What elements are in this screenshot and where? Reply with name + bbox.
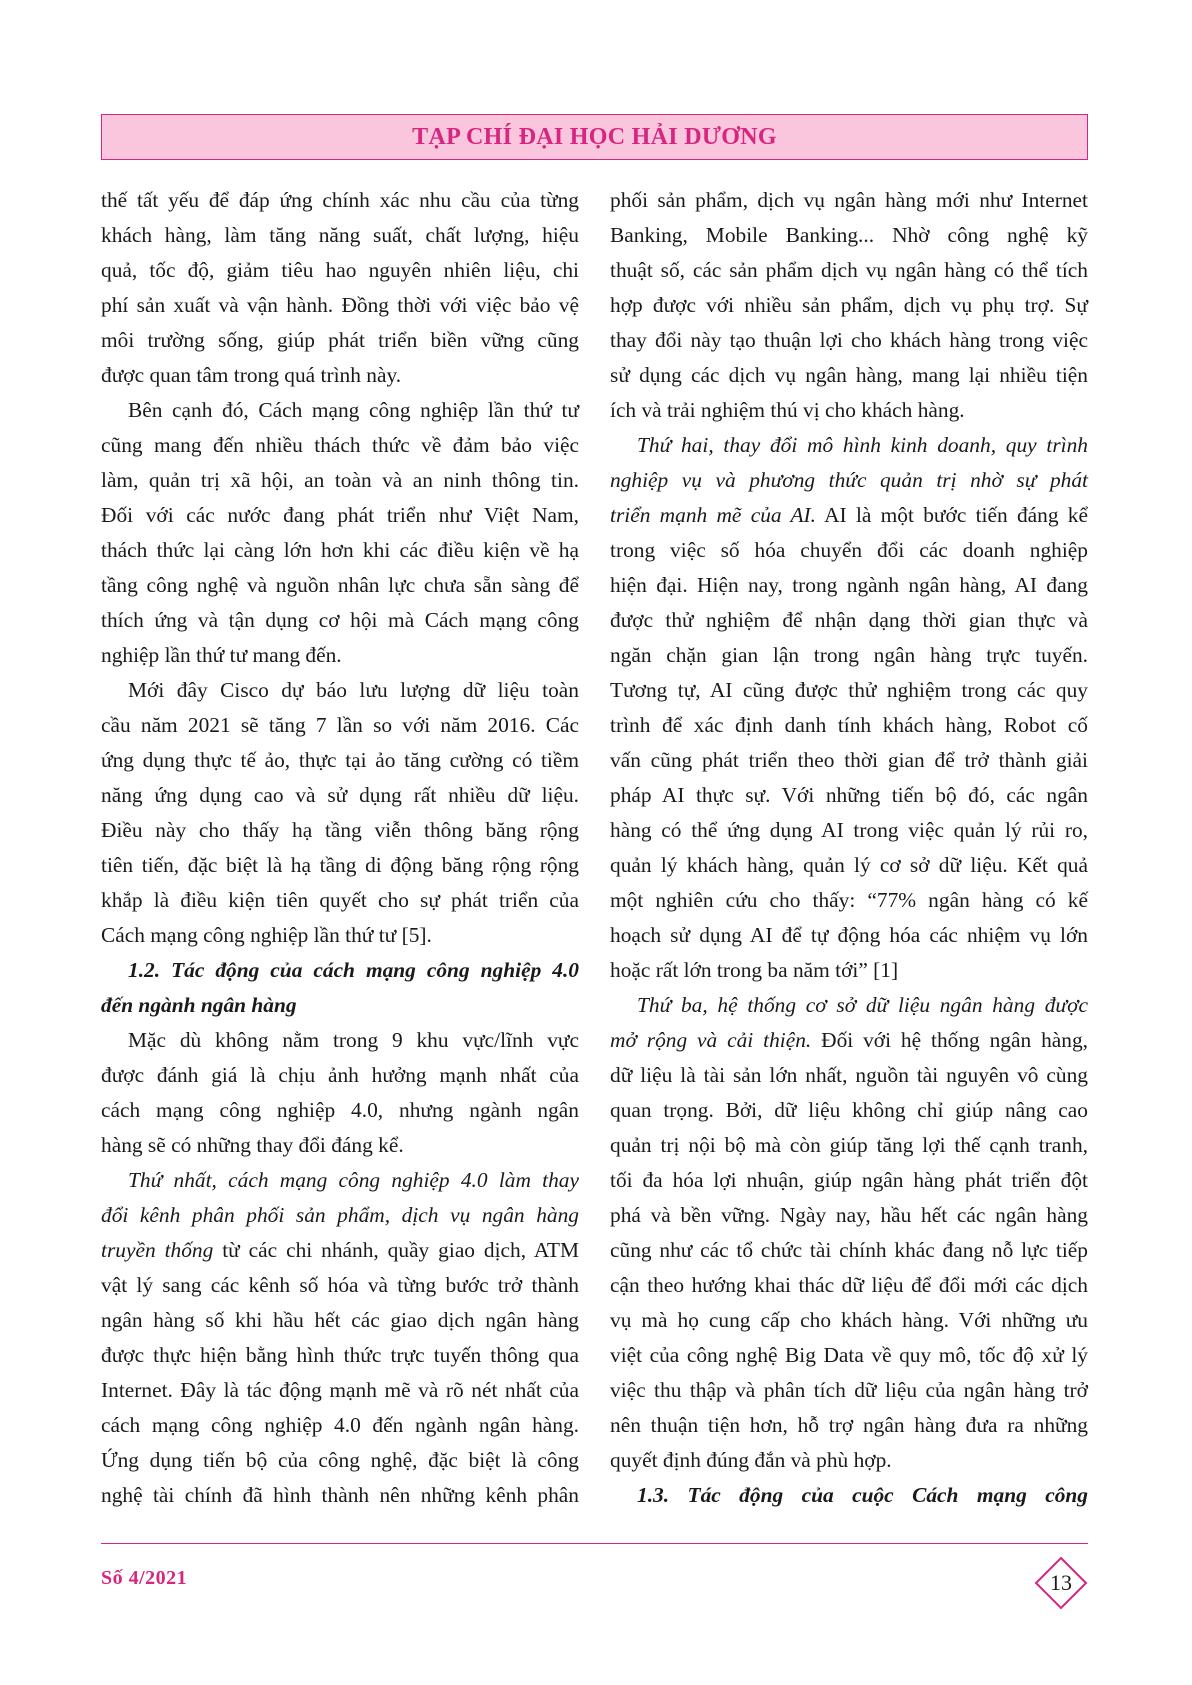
text-line: được thực hiện bằng hình thức trực tuyến thông qua [101,1343,579,1367]
emphasis-text: truyền thống [101,1238,214,1262]
emphasis-text: triển mạnh mẽ của AI. [610,503,817,527]
page-number-badge [1034,1556,1088,1610]
text-line: phá và bền vững. Ngày nay, hầu hết các ngân hàng [610,1203,1088,1227]
text-line: Cách mạng công nghiệp lần thứ tư [5]. [101,923,432,947]
text-line: năng ứng dụng cao và sử dụng rất nhiều dữ liệu. [101,783,579,807]
text-line: đổi kênh phân phối sản phẩm, dịch vụ ngân hàng [101,1203,579,1227]
text-line: một nghiên cứu cho thấy: “77% ngân hàng có kế [610,888,1088,912]
body-text: từ các chi nhánh, quầy giao dịch, ATM [213,1238,580,1262]
text-line: hàng có thể ứng dụng AI trong việc quản lý rủi ro, [610,818,1088,842]
text-line: tối đa hóa lợi nhuận, giúp ngân hàng phát triển đột [610,1168,1088,1192]
text-line: ngân hàng số khi hầu hết các giao dịch ngân hàng [101,1308,579,1332]
text-line: Banking, Mobile Banking... Nhờ công nghệ kỹ [610,223,1088,247]
text-line: quả, tốc độ, giảm tiêu hao nguyên nhiên liệu, chi [101,258,579,282]
text-line: Thứ ba, hệ thống cơ sở dữ liệu ngân hàng được [637,993,1088,1017]
text-line: hiện đại. Hiện nay, trong ngành ngân hàng, AI đang [610,573,1088,597]
text-line: trong việc số hóa chuyển đổi các doanh nghiệp [610,538,1088,562]
text-line: hàng sẽ có những thay đổi đáng kể. [101,1133,404,1157]
text-line: quyết định đúng đắn và phù hợp. [610,1448,892,1472]
text-line: 1.2. Tác động của cách mạng công nghiệp 4.0 [128,958,579,982]
page-number: 13 [1050,1570,1072,1595]
text-line: pháp AI thực sự. Với những tiến bộ đó, các ngân [610,783,1088,807]
text-line: việt của công nghệ Big Data về quy mô, tốc độ xử lý [610,1343,1088,1367]
text-line: Điều này cho thấy hạ tầng viễn thông băng rộng [101,818,579,842]
text-line: Thứ hai, thay đổi mô hình kinh doanh, quy trình [637,433,1088,457]
text-line: ngăn chặn gian lận trong ngân hàng trực tuyến. [610,643,1088,667]
text-line: thế tất yếu để đáp ứng chính xác nhu cầu của từng [101,188,579,212]
text-line: nghệ tài chính đã hình thành nên những kênh phân [101,1483,579,1507]
text-line: đến ngành ngân hàng [101,993,297,1017]
text-line: tầng công nghệ và nguồn nhân lực chưa sẵn sàng để [101,573,579,597]
footer-divider [101,1543,1088,1544]
text-line: cũng mang đến nhiều thách thức về đảm bảo việc [101,433,579,457]
text-line: Internet. Đây là tác động mạnh mẽ và rõ nét nhất của [101,1378,579,1402]
text-line [610,1023,1088,1058]
text-line: 1.3. Tác động của cuộc Cách mạng công [637,1483,1088,1507]
text-line: Đối với các nước đang phát triển như Việt Nam, [101,503,579,527]
journal-title: TẠP CHÍ ĐẠI HỌC HẢI DƯƠNG [412,123,777,150]
text-line: nên thuận tiện hơn, hỗ trợ ngân hàng đưa ra những [610,1413,1088,1437]
text-line: thích ứng và tận dụng cơ hội mà Cách mạng công [101,608,579,632]
text-line: khách hàng, làm tăng năng suất, chất lượng, hiệu [101,223,579,247]
text-line: làm, quản trị xã hội, an toàn và an ninh thông tin. [101,468,579,492]
text-line: thay đổi này tạo thuận lợi cho khách hàng trong việc [610,328,1088,352]
body-text: Đối với hệ thống ngân hàng, [811,1028,1088,1052]
text-line: được đánh giá là chịu ảnh hưởng mạnh nhất của [101,1063,579,1087]
left-text-column [101,183,579,1513]
text-line: Thứ nhất, cách mạng công nghiệp 4.0 làm thay [128,1168,579,1192]
text-line: trình để xác định danh tính khách hàng, Robot cố [610,713,1088,737]
text-line: Tương tự, AI cũng được thử nghiệm trong các quy [610,678,1088,702]
text-line: việc thu thập và phân tích dữ liệu của ngân hàng trở [610,1378,1088,1402]
text-line: Ứng dụng tiến bộ của công nghệ, đặc biệt là công [101,1448,579,1472]
text-line: quan trọng. Bởi, dữ liệu không chỉ giúp nâng cao [610,1098,1088,1122]
text-line: được thử nghiệm để nhận dạng thời gian thực và [610,608,1088,632]
text-line: khắp là điều kiện tiên quyết cho sự phát triển của [101,888,579,912]
text-line: hoạch sử dụng AI để tự động hóa các nhiệm vụ lớn [610,923,1088,947]
emphasis-text: mở rộng và cải thiện. [610,1028,812,1052]
text-line: môi trường sống, giúp phát triển biền vững cũng [101,328,579,352]
text-line: hoặc rất lớn trong ba năm tới” [1] [610,958,899,982]
text-line: vấn cũng phát triển theo thời gian để trở thành giải [610,748,1088,772]
text-line: thách thức lại càng lớn hơn khi các điều kiện về hạ [101,538,579,562]
text-line: ích và trải nghiệm thú vị cho khách hàng. [610,398,965,422]
text-line: thuật số, các sản phẩm dịch vụ ngân hàng có thể tích [610,258,1088,282]
right-text-column [610,183,1088,1513]
text-line: ứng dụng thực tế ảo, thực tại ảo tăng cường có tiềm [101,748,579,772]
text-line: cách mạng công nghiệp 4.0 đến ngành ngân hàng. [101,1413,579,1437]
text-line: cầu năm 2021 sẽ tăng 7 lần so với năm 2016. Các [101,713,579,737]
text-line: nghiệp vụ và phương thức quản trị nhờ sự phát [610,468,1088,492]
text-line: quản lý khách hàng, quản lý cơ sở dữ liệu. Kết quả [610,853,1088,877]
text-line: sử dụng các dịch vụ ngân hàng, mang lại nhiều tiện [610,363,1088,387]
text-line: hợp được với nhiều sản phẩm, dịch vụ phụ trợ. Sự [610,293,1088,317]
text-line [610,498,1088,533]
text-line: Mới đây Cisco dự báo lưu lượng dữ liệu toàn [128,678,579,702]
issue-number: Số 4/2021 [101,1567,188,1589]
text-line: Mặc dù không nằm trong 9 khu vực/lĩnh vực [128,1028,579,1052]
text-line [101,1233,579,1268]
text-line: vụ mà họ cung cấp cho khách hàng. Với những ưu [610,1308,1088,1332]
text-line: dữ liệu là tài sản lớn nhất, nguồn tài nguyên vô cùng [610,1063,1088,1087]
text-line: phối sản phẩm, dịch vụ ngân hàng mới như Internet [610,188,1088,212]
text-line: cũng như các tổ chức tài chính khác đang nỗ lực tiếp [610,1238,1088,1262]
body-text: AI là một bước tiến đáng kể [816,503,1088,527]
text-line: cận theo hướng khai thác dữ liệu để đổi mới các dịch [610,1273,1088,1297]
text-line: vật lý sang các kênh số hóa và từng bước trở thành [101,1273,579,1297]
text-line: cách mạng công nghiệp 4.0, nhưng ngành ngân [101,1098,579,1122]
journal-header-banner [101,114,1088,160]
text-line: Bên cạnh đó, Cách mạng công nghiệp lần thứ tư [128,398,579,422]
text-line: phí sản xuất và vận hành. Đồng thời với việc bảo vệ [101,293,579,317]
text-line: tiên tiến, đặc biệt là hạ tầng di động băng rộng rộng [101,853,579,877]
text-line: nghiệp lần thứ tư mang đến. [101,643,342,667]
text-line: được quan tâm trong quá trình này. [101,363,402,387]
text-line: quản trị nội bộ mà còn giúp tăng lợi thế cạnh tranh, [610,1133,1088,1157]
